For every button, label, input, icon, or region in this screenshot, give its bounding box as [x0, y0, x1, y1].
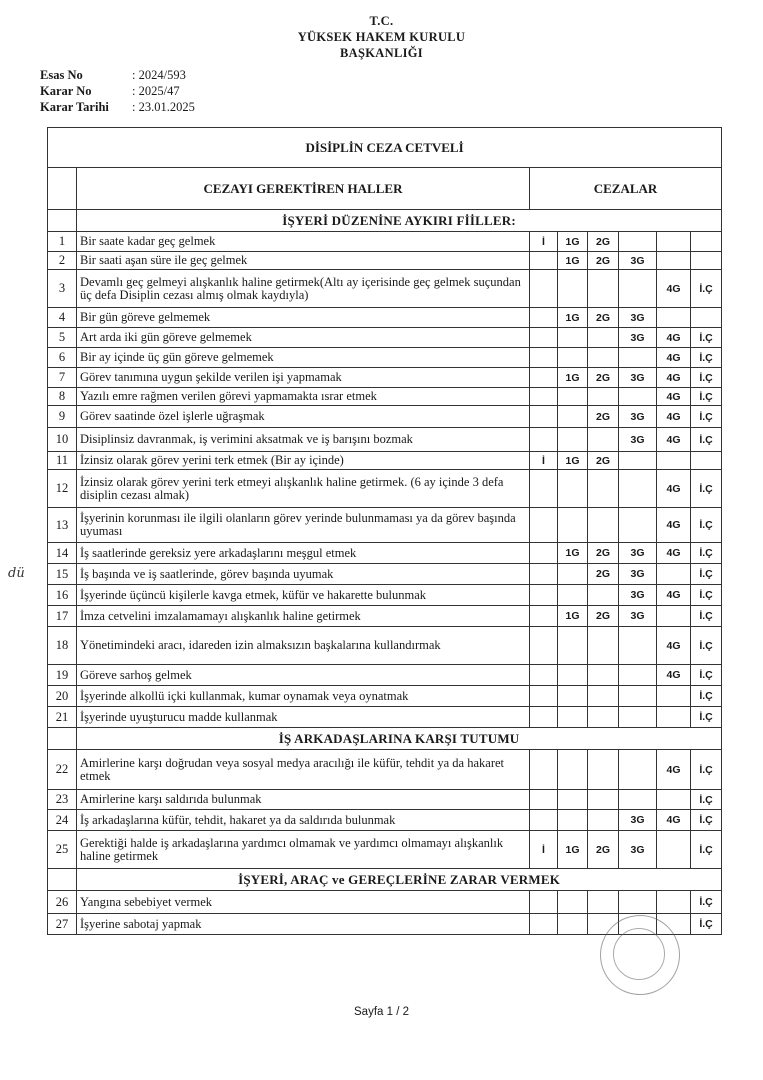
penalty-cell [558, 270, 588, 308]
penalty-cell [558, 750, 588, 790]
penalty-cell: 4G [657, 428, 691, 452]
offense-description: İşyerinin korunması ile ilgili olanların görev yerinde bulunmaması ya da görev başında uyuması [77, 508, 530, 543]
penalty-cell [588, 686, 619, 707]
penalty-cell: 4G [657, 470, 691, 508]
penalty-cell: 1G [558, 543, 588, 564]
penalty-cell: 2G [588, 831, 619, 869]
penalty-cell [588, 348, 619, 368]
row-number: 16 [48, 585, 77, 606]
penalty-cell: 3G [619, 328, 657, 348]
penalty-cell: 4G [657, 388, 691, 406]
penalty-cell [619, 627, 657, 665]
offense-description: İzinsiz olarak görev yerini terk etmek (Bir ay içinde) [77, 452, 530, 470]
penalty-cell: İ [530, 831, 558, 869]
penalty-cell: İ.Ç [691, 368, 722, 388]
penalty-cell [588, 270, 619, 308]
header-department: BAŞKANLIĞI [340, 46, 423, 60]
penalty-cell: 1G [558, 452, 588, 470]
penalty-cell [530, 508, 558, 543]
penalty-cell: 2G [588, 452, 619, 470]
penalty-cell [558, 564, 588, 585]
penalty-cell [619, 232, 657, 252]
offense-description: Bir gün göreve gelmemek [77, 308, 530, 328]
penalty-cell: 1G [558, 368, 588, 388]
penalty-cell [530, 707, 558, 728]
penalty-cell [558, 665, 588, 686]
penalty-cell: İ.Ç [691, 790, 722, 810]
row-number: 19 [48, 665, 77, 686]
penalty-cell: İ.Ç [691, 270, 722, 308]
penalty-cell [558, 508, 588, 543]
offense-description: İş arkadaşlarına küfür, tehdit, hakaret ya da saldırıda bulunmak [77, 810, 530, 831]
penalty-cell: İ.Ç [691, 606, 722, 627]
esas-no-label: Esas No [40, 68, 83, 82]
karar-tarihi-line [40, 100, 195, 115]
karar-tarihi-value: : 23.01.2025 [132, 100, 195, 114]
discipline-penalty-table [47, 127, 722, 935]
row-number: 14 [48, 543, 77, 564]
penalty-cell [558, 585, 588, 606]
table-row [48, 252, 722, 270]
table-row [48, 564, 722, 585]
penalty-cell: İ.Ç [691, 348, 722, 368]
offense-description: Göreve sarhoş gelmek [77, 665, 530, 686]
offense-description: Yangına sebebiyet vermek [77, 891, 530, 914]
penalty-cell [558, 686, 588, 707]
penalty-cell: 2G [588, 308, 619, 328]
penalty-cell [558, 328, 588, 348]
column-header-haller: CEZAYI GEREKTİREN HALLER [77, 168, 530, 210]
penalty-cell: 2G [588, 232, 619, 252]
table-row [48, 270, 722, 308]
penalty-cell [619, 388, 657, 406]
penalty-cell: İ.Ç [691, 428, 722, 452]
row-number: 18 [48, 627, 77, 665]
penalty-cell: 1G [558, 252, 588, 270]
penalty-cell [558, 914, 588, 935]
table-row [48, 543, 722, 564]
penalty-cell: 3G [619, 406, 657, 428]
penalty-cell [588, 585, 619, 606]
table-row [48, 232, 722, 252]
row-number: 20 [48, 686, 77, 707]
penalty-cell: 4G [657, 543, 691, 564]
offense-description: Amirlerine karşı doğrudan veya sosyal medya aracılığı ile küfür, tehdit ya da hakaret etmek [77, 750, 530, 790]
row-number: 17 [48, 606, 77, 627]
row-number: 6 [48, 348, 77, 368]
penalty-cell [588, 428, 619, 452]
penalty-cell: İ.Ç [691, 388, 722, 406]
table-row [48, 665, 722, 686]
row-number: 12 [48, 470, 77, 508]
penalty-cell: İ.Ç [691, 328, 722, 348]
offense-description: Bir saate kadar geç gelmek [77, 232, 530, 252]
penalty-cell [657, 891, 691, 914]
penalty-cell [619, 508, 657, 543]
table-row [48, 707, 722, 728]
penalty-cell [530, 252, 558, 270]
table-row [48, 308, 722, 328]
penalty-cell [619, 665, 657, 686]
penalty-cell: 2G [588, 406, 619, 428]
penalty-cell [691, 252, 722, 270]
offense-description: Yazılı emre rağmen verilen görevi yapmamakta ısrar etmek [77, 388, 530, 406]
penalty-cell [588, 810, 619, 831]
penalty-cell: 3G [619, 543, 657, 564]
penalty-cell [657, 308, 691, 328]
penalty-cell [530, 585, 558, 606]
penalty-cell: 1G [558, 232, 588, 252]
table-row [48, 891, 722, 914]
penalty-cell [530, 428, 558, 452]
offense-description: Bir saati aşan süre ile geç gelmek [77, 252, 530, 270]
penalty-cell [588, 388, 619, 406]
table-row [48, 585, 722, 606]
row-number: 2 [48, 252, 77, 270]
penalty-cell: 3G [619, 428, 657, 452]
offense-description: İşyerinde üçüncü kişilerle kavga etmek, küfür ve hakarette bulunmak [77, 585, 530, 606]
penalty-cell [558, 428, 588, 452]
header-blank-cell [48, 168, 77, 210]
row-number: 21 [48, 707, 77, 728]
penalty-cell: İ.Ç [691, 750, 722, 790]
penalty-cell: 4G [657, 348, 691, 368]
esas-no-value: : 2024/593 [132, 68, 186, 82]
penalty-cell: İ [530, 452, 558, 470]
penalty-cell: 4G [657, 368, 691, 388]
row-number: 25 [48, 831, 77, 869]
section-title: İŞ ARKADAŞLARINA KARŞI TUTUMU [77, 728, 722, 750]
table-row [48, 328, 722, 348]
table-row [48, 508, 722, 543]
section-blank-cell [48, 869, 77, 891]
penalty-cell [530, 665, 558, 686]
penalty-cell: İ.Ç [691, 891, 722, 914]
table-row [48, 831, 722, 869]
penalty-cell: İ.Ç [691, 564, 722, 585]
row-number: 24 [48, 810, 77, 831]
penalty-cell [657, 707, 691, 728]
penalty-cell [530, 368, 558, 388]
offense-description: İzinsiz olarak görev yerini terk etmeyi alışkanlık haline getirmek. (6 ay içinde 3 defa disiplin cezası almak) [77, 470, 530, 508]
penalty-cell [657, 686, 691, 707]
penalty-cell: 4G [657, 627, 691, 665]
penalty-cell [530, 406, 558, 428]
offense-description: Gerektiği halde iş arkadaşlarına yardımcı olmamak ve yardımcı olmamayı alışkanlık haline getirmek [77, 831, 530, 869]
table-row [48, 750, 722, 790]
penalty-cell [657, 564, 691, 585]
penalty-cell [530, 564, 558, 585]
table-title: DİSİPLİN CEZA CETVELİ [48, 128, 722, 168]
row-number: 9 [48, 406, 77, 428]
page-number: Sayfa 1 / 2 [354, 1006, 409, 1018]
penalty-cell [530, 750, 558, 790]
penalty-cell [657, 606, 691, 627]
section-title: İŞYERİ, ARAÇ ve GEREÇLERİNE ZARAR VERMEK [77, 869, 722, 891]
row-number: 3 [48, 270, 77, 308]
offense-description: Disiplinsiz davranmak, iş verimini aksatmak ve iş barışını bozmak [77, 428, 530, 452]
karar-no-line [40, 84, 180, 99]
row-number: 23 [48, 790, 77, 810]
karar-no-value: : 2025/47 [132, 84, 180, 98]
penalty-cell: 3G [619, 810, 657, 831]
penalty-cell [588, 790, 619, 810]
penalty-cell: İ.Ç [691, 914, 722, 935]
penalty-cell [530, 348, 558, 368]
penalty-cell: 4G [657, 750, 691, 790]
penalty-cell [588, 750, 619, 790]
penalty-cell [657, 232, 691, 252]
penalty-cell: 1G [558, 831, 588, 869]
penalty-cell [619, 891, 657, 914]
penalty-cell: 4G [657, 406, 691, 428]
penalty-cell [657, 831, 691, 869]
penalty-cell: 2G [588, 543, 619, 564]
penalty-cell [558, 891, 588, 914]
offense-description: İmza cetvelini imzalamamayı alışkanlık haline getirmek [77, 606, 530, 627]
penalty-cell [558, 406, 588, 428]
penalty-cell: 2G [588, 252, 619, 270]
penalty-cell [691, 308, 722, 328]
penalty-cell [588, 665, 619, 686]
row-number: 4 [48, 308, 77, 328]
row-number: 15 [48, 564, 77, 585]
penalty-cell [530, 308, 558, 328]
penalty-cell [657, 452, 691, 470]
penalty-cell [588, 328, 619, 348]
penalty-cell [530, 270, 558, 308]
column-header-cezalar: CEZALAR [530, 168, 722, 210]
karar-tarihi-label: Karar Tarihi [40, 100, 109, 114]
penalty-cell [530, 543, 558, 564]
offense-description: İşyerinde alkollü içki kullanmak, kumar oynamak veya oynatmak [77, 686, 530, 707]
table-row [48, 348, 722, 368]
penalty-cell: 1G [558, 308, 588, 328]
penalty-cell: 4G [657, 665, 691, 686]
margin-handwritten-note: dü [8, 566, 25, 581]
penalty-cell: 3G [619, 606, 657, 627]
penalty-cell [558, 790, 588, 810]
row-number: 26 [48, 891, 77, 914]
penalty-cell: 3G [619, 368, 657, 388]
penalty-cell: İ.Ç [691, 508, 722, 543]
penalty-cell [558, 627, 588, 665]
penalty-cell: 4G [657, 508, 691, 543]
penalty-cell [530, 388, 558, 406]
penalty-cell [588, 891, 619, 914]
penalty-cell [530, 470, 558, 508]
penalty-cell [619, 452, 657, 470]
penalty-cell: 2G [588, 368, 619, 388]
penalty-cell: 2G [588, 606, 619, 627]
penalty-cell: İ.Ç [691, 406, 722, 428]
row-number: 8 [48, 388, 77, 406]
row-number: 13 [48, 508, 77, 543]
offense-description: Bir ay içinde üç gün göreve gelmemek [77, 348, 530, 368]
offense-description: Görev tanımına uygun şekilde verilen işi yapmamak [77, 368, 530, 388]
table-row [48, 470, 722, 508]
row-number: 27 [48, 914, 77, 935]
karar-no-label: Karar No [40, 84, 92, 98]
offense-description: Amirlerine karşı saldırıda bulunmak [77, 790, 530, 810]
penalty-cell: İ.Ç [691, 707, 722, 728]
row-number: 11 [48, 452, 77, 470]
table-row [48, 686, 722, 707]
penalty-cell [619, 686, 657, 707]
penalty-cell: İ.Ç [691, 686, 722, 707]
table-row [48, 790, 722, 810]
penalty-cell [691, 232, 722, 252]
penalty-cell [619, 348, 657, 368]
penalty-cell [530, 606, 558, 627]
penalty-cell [619, 270, 657, 308]
row-number: 22 [48, 750, 77, 790]
offense-description: İş saatlerinde gereksiz yere arkadaşlarını meşgul etmek [77, 543, 530, 564]
penalty-cell: 3G [619, 308, 657, 328]
table-row [48, 606, 722, 627]
penalty-cell [530, 790, 558, 810]
table-row [48, 368, 722, 388]
penalty-cell: 2G [588, 564, 619, 585]
offense-description: Yönetimindeki aracı, idareden izin almaksızın başkalarına kullandırmak [77, 627, 530, 665]
penalty-cell: İ.Ç [691, 627, 722, 665]
penalty-cell [530, 627, 558, 665]
penalty-cell [558, 810, 588, 831]
penalty-cell: İ.Ç [691, 831, 722, 869]
penalty-cell: İ.Ç [691, 543, 722, 564]
penalty-cell: 3G [619, 831, 657, 869]
row-number: 10 [48, 428, 77, 452]
penalty-cell [558, 707, 588, 728]
penalty-cell [588, 707, 619, 728]
section-blank-cell [48, 728, 77, 750]
official-stamp [600, 915, 680, 995]
offense-description: İş başında ve iş saatlerinde, görev başında uyumak [77, 564, 530, 585]
penalty-cell [619, 790, 657, 810]
penalty-cell [619, 750, 657, 790]
offense-description: Görev saatinde özel işlerle uğraşmak [77, 406, 530, 428]
penalty-cell: İ.Ç [691, 470, 722, 508]
penalty-cell: İ.Ç [691, 810, 722, 831]
penalty-cell: İ [530, 232, 558, 252]
penalty-cell [619, 707, 657, 728]
penalty-cell [530, 686, 558, 707]
offense-description: Art arda iki gün göreve gelmemek [77, 328, 530, 348]
penalty-cell [691, 452, 722, 470]
penalty-cell [558, 470, 588, 508]
penalty-cell [558, 348, 588, 368]
header-institution: YÜKSEK HAKEM KURULU [297, 30, 466, 44]
table-row [48, 627, 722, 665]
row-number: 1 [48, 232, 77, 252]
offense-description: İşyerinde uyuşturucu madde kullanmak [77, 707, 530, 728]
penalty-cell: 4G [657, 328, 691, 348]
penalty-cell: 3G [619, 252, 657, 270]
section-blank-cell [48, 210, 77, 232]
penalty-cell [657, 790, 691, 810]
penalty-cell: 4G [657, 810, 691, 831]
penalty-cell [530, 914, 558, 935]
table-row [48, 452, 722, 470]
penalty-cell [588, 508, 619, 543]
penalty-cell [588, 627, 619, 665]
penalty-cell [530, 328, 558, 348]
penalty-cell [530, 891, 558, 914]
header-tc: T.C. [369, 14, 394, 28]
penalty-cell: 3G [619, 585, 657, 606]
table-row [48, 406, 722, 428]
penalty-cell: İ.Ç [691, 665, 722, 686]
penalty-cell: 1G [558, 606, 588, 627]
penalty-cell [619, 470, 657, 508]
penalty-cell [530, 810, 558, 831]
offense-description: İşyerine sabotaj yapmak [77, 914, 530, 935]
offense-description: Devamlı geç gelmeyi alışkanlık haline getirmek(Altı ay içerisinde geç gelmek suçundan üç defa Disiplin cezası almış olmak kaydıyla) [77, 270, 530, 308]
penalty-cell: 4G [657, 585, 691, 606]
table-row [48, 810, 722, 831]
penalty-cell: 4G [657, 270, 691, 308]
esas-no-line [40, 68, 186, 83]
penalty-cell [657, 252, 691, 270]
row-number: 5 [48, 328, 77, 348]
table-row [48, 388, 722, 406]
penalty-cell: 3G [619, 564, 657, 585]
penalty-cell: İ.Ç [691, 585, 722, 606]
penalty-cell [558, 388, 588, 406]
table-row [48, 428, 722, 452]
penalty-cell [588, 470, 619, 508]
section-title: İŞYERİ DÜZENİNE AYKIRI FİİLLER: [77, 210, 722, 232]
row-number: 7 [48, 368, 77, 388]
